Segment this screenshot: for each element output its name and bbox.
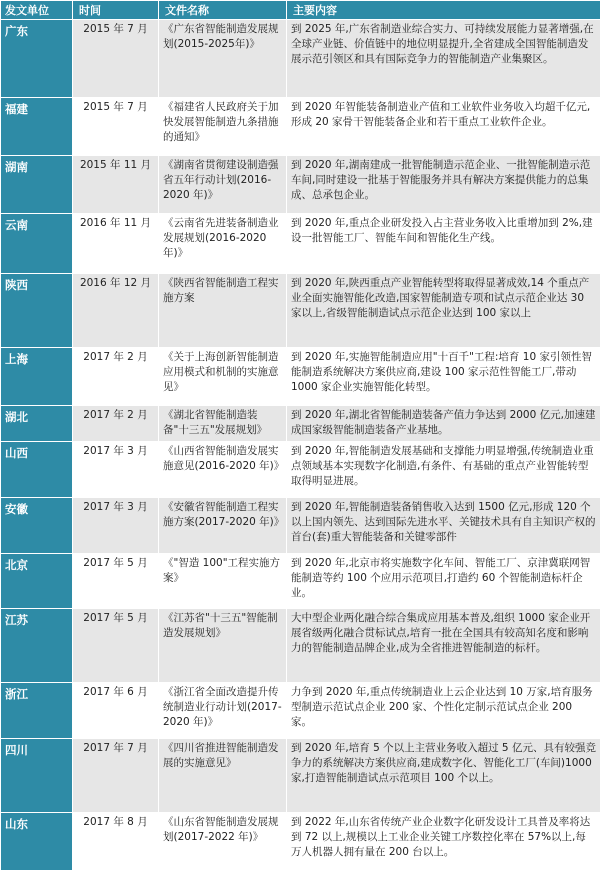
header-date: 时间	[73, 1, 159, 20]
content-cell: 到 2020 年,智能制造发展基础和支撑能力明显增强,传统制造业重点领域基本实现数字化制造,有条件、有基础的重点产业智能转型取得明显进展。	[287, 442, 600, 498]
table-header-row	[1, 1, 600, 20]
date-cell: 2017 年 8 月	[73, 813, 159, 871]
date-cell: 2017 年 5 月	[73, 554, 159, 609]
region-cell: 福建	[1, 98, 73, 156]
table-row	[1, 214, 600, 274]
content-cell: 到 2020 年,陕西重点产业智能转型将取得显著成效,14 个重点产业全面实施智能化改造,国家智能制造专项和试点示范企业达 30 家以上,省级智能制造试点示范企业达到 100 家以上	[287, 274, 600, 348]
region-cell: 山东	[1, 813, 73, 871]
table-row	[1, 683, 600, 739]
document-cell: 《四川省推进智能制造发展的实施意见》	[159, 739, 287, 813]
content-cell: 到 2020 年,重点企业研发投入占主营业务收入比重增加到 2%,建设一批智能工厂、智能车间和智能化生产线。	[287, 214, 600, 274]
date-cell: 2017 年 2 月	[73, 406, 159, 442]
header-content: 主要内容	[287, 1, 600, 20]
region-cell: 山西	[1, 442, 73, 498]
table-row	[1, 739, 600, 813]
region-cell: 云南	[1, 214, 73, 274]
document-cell: 《"智造 100"工程实施方案》	[159, 554, 287, 609]
table-row	[1, 498, 600, 554]
document-cell: 《山西省智能制造发展实施意见(2016-2020 年)》	[159, 442, 287, 498]
table-row	[1, 813, 600, 871]
content-cell: 到 2020 年,湖南建成一批智能制造示范企业、一批智能制造示范车间,同时建设一批基于智能服务并具有解决方案提供能力的总集成、总承包企业。	[287, 156, 600, 214]
content-cell: 力争到 2020 年,重点传统制造业上云企业达到 10 万家,培育服务型制造示范试点企业 200 家、个性化定制示范试点企业 200 家。	[287, 683, 600, 739]
date-cell: 2017 年 6 月	[73, 683, 159, 739]
document-cell: 《关于上海创新智能制造应用模式和机制的实施意见》	[159, 348, 287, 406]
document-cell: 《陕西省智能制造工程实施方案	[159, 274, 287, 348]
date-cell: 2017 年 3 月	[73, 498, 159, 554]
document-cell: 《福建省人民政府关于加快发展智能制造九条措施的通知》	[159, 98, 287, 156]
region-cell: 湖南	[1, 156, 73, 214]
date-cell: 2015 年 11 月	[73, 156, 159, 214]
content-cell: 到 2022 年,山东省传统产业企业数字化研发设计工具普及率将达到 72 以上,规模以上工业企业关键工序数控化率在 57%以上,每万人机器人拥有量在 200 台以上。	[287, 813, 600, 871]
date-cell: 2016 年 12 月	[73, 274, 159, 348]
table-row	[1, 406, 600, 442]
region-cell: 陕西	[1, 274, 73, 348]
table-row	[1, 609, 600, 683]
content-cell: 到 2020 年,湖北省智能制造装备产值力争达到 2000 亿元,加速建成国家级智能制造装备产业基地。	[287, 406, 600, 442]
table-row	[1, 442, 600, 498]
content-cell: 到 2020 年,培育 5 个以上主营业务收入超过 5 亿元、具有较强竞争力的系统解决方案供应商,建成数字化、智能化工厂(车间)1000 家,打造智能制造试点示范项目 100 个以上。	[287, 739, 600, 813]
document-cell: 《江苏省"十三五"智能制造发展规划》	[159, 609, 287, 683]
region-cell: 安徽	[1, 498, 73, 554]
date-cell: 2017 年 7 月	[73, 739, 159, 813]
region-cell: 上海	[1, 348, 73, 406]
region-cell: 江苏	[1, 609, 73, 683]
content-cell: 大中型企业两化融合综合集成应用基本普及,组织 1000 家企业开展省级两化融合贯标试点,培育一批在全国具有较高知名度和影响力的智能制造品牌企业,成为全省推进智能制造的标杆。	[287, 609, 600, 683]
document-cell: 《浙江省全面改造提升传统制造业行动计划(2017-2020 年)》	[159, 683, 287, 739]
region-cell: 广东	[1, 20, 73, 98]
region-cell: 北京	[1, 554, 73, 609]
table-row	[1, 348, 600, 406]
table-row	[1, 554, 600, 609]
content-cell: 到 2020 年,北京市将实施数字化车间、智能工厂、京津冀联网智能制造等约 100 个应用示范项目,打造约 60 个智能制造标杆企业。	[287, 554, 600, 609]
date-cell: 2017 年 3 月	[73, 442, 159, 498]
region-cell: 浙江	[1, 683, 73, 739]
table-row	[1, 98, 600, 156]
date-cell: 2015 年 7 月	[73, 20, 159, 98]
document-cell: 《山东省智能制造发展规划(2017-2022 年)》	[159, 813, 287, 871]
document-cell: 《广东省智能制造发展规划(2015-2025年)》	[159, 20, 287, 98]
document-cell: 《云南省先进装备制造业发展规划(2016-2020 年)》	[159, 214, 287, 274]
date-cell: 2017 年 5 月	[73, 609, 159, 683]
document-cell: 《湖南省贯彻建设制造强省五年行动计划(2016-2020 年)》	[159, 156, 287, 214]
table-row	[1, 20, 600, 98]
region-cell: 四川	[1, 739, 73, 813]
date-cell: 2015 年 7 月	[73, 98, 159, 156]
table-row	[1, 156, 600, 214]
document-cell: 《湖北省智能制造装备"十三五"发展规划》	[159, 406, 287, 442]
date-cell: 2016 年 11 月	[73, 214, 159, 274]
header-document: 文件名称	[159, 1, 287, 20]
content-cell: 到 2020 年,智能制造装备销售收入达到 1500 亿元,形成 120 个以上国内领先、达到国际先进水平、关键技术具有自主知识产权的首台(套)重大智能装备和关键零部件	[287, 498, 600, 554]
content-cell: 到 2025 年,广东省制造业综合实力、可持续发展能力显著增强,在全球产业链、价值链中的地位明显提升,全省建成全国智能制造发展示范引领区和具有国际竞争力的智能制造产业集聚区。	[287, 20, 600, 98]
region-cell: 湖北	[1, 406, 73, 442]
document-cell: 《安徽省智能制造工程实施方案(2017-2020 年)》	[159, 498, 287, 554]
header-issuer: 发文单位	[1, 1, 73, 20]
content-cell: 到 2020 年智能装备制造业产值和工业软件业务收入均超千亿元,形成 20 家骨干智能装备企业和若干重点工业软件企业。	[287, 98, 600, 156]
date-cell: 2017 年 2 月	[73, 348, 159, 406]
table-row	[1, 274, 600, 348]
content-cell: 到 2020 年,实施智能制造应用"十百千"工程:培育 10 家引领性智能制造系统解决方案供应商,建设 100 家示范性智能工厂,带动 1000 家企业实施智能化转型。	[287, 348, 600, 406]
